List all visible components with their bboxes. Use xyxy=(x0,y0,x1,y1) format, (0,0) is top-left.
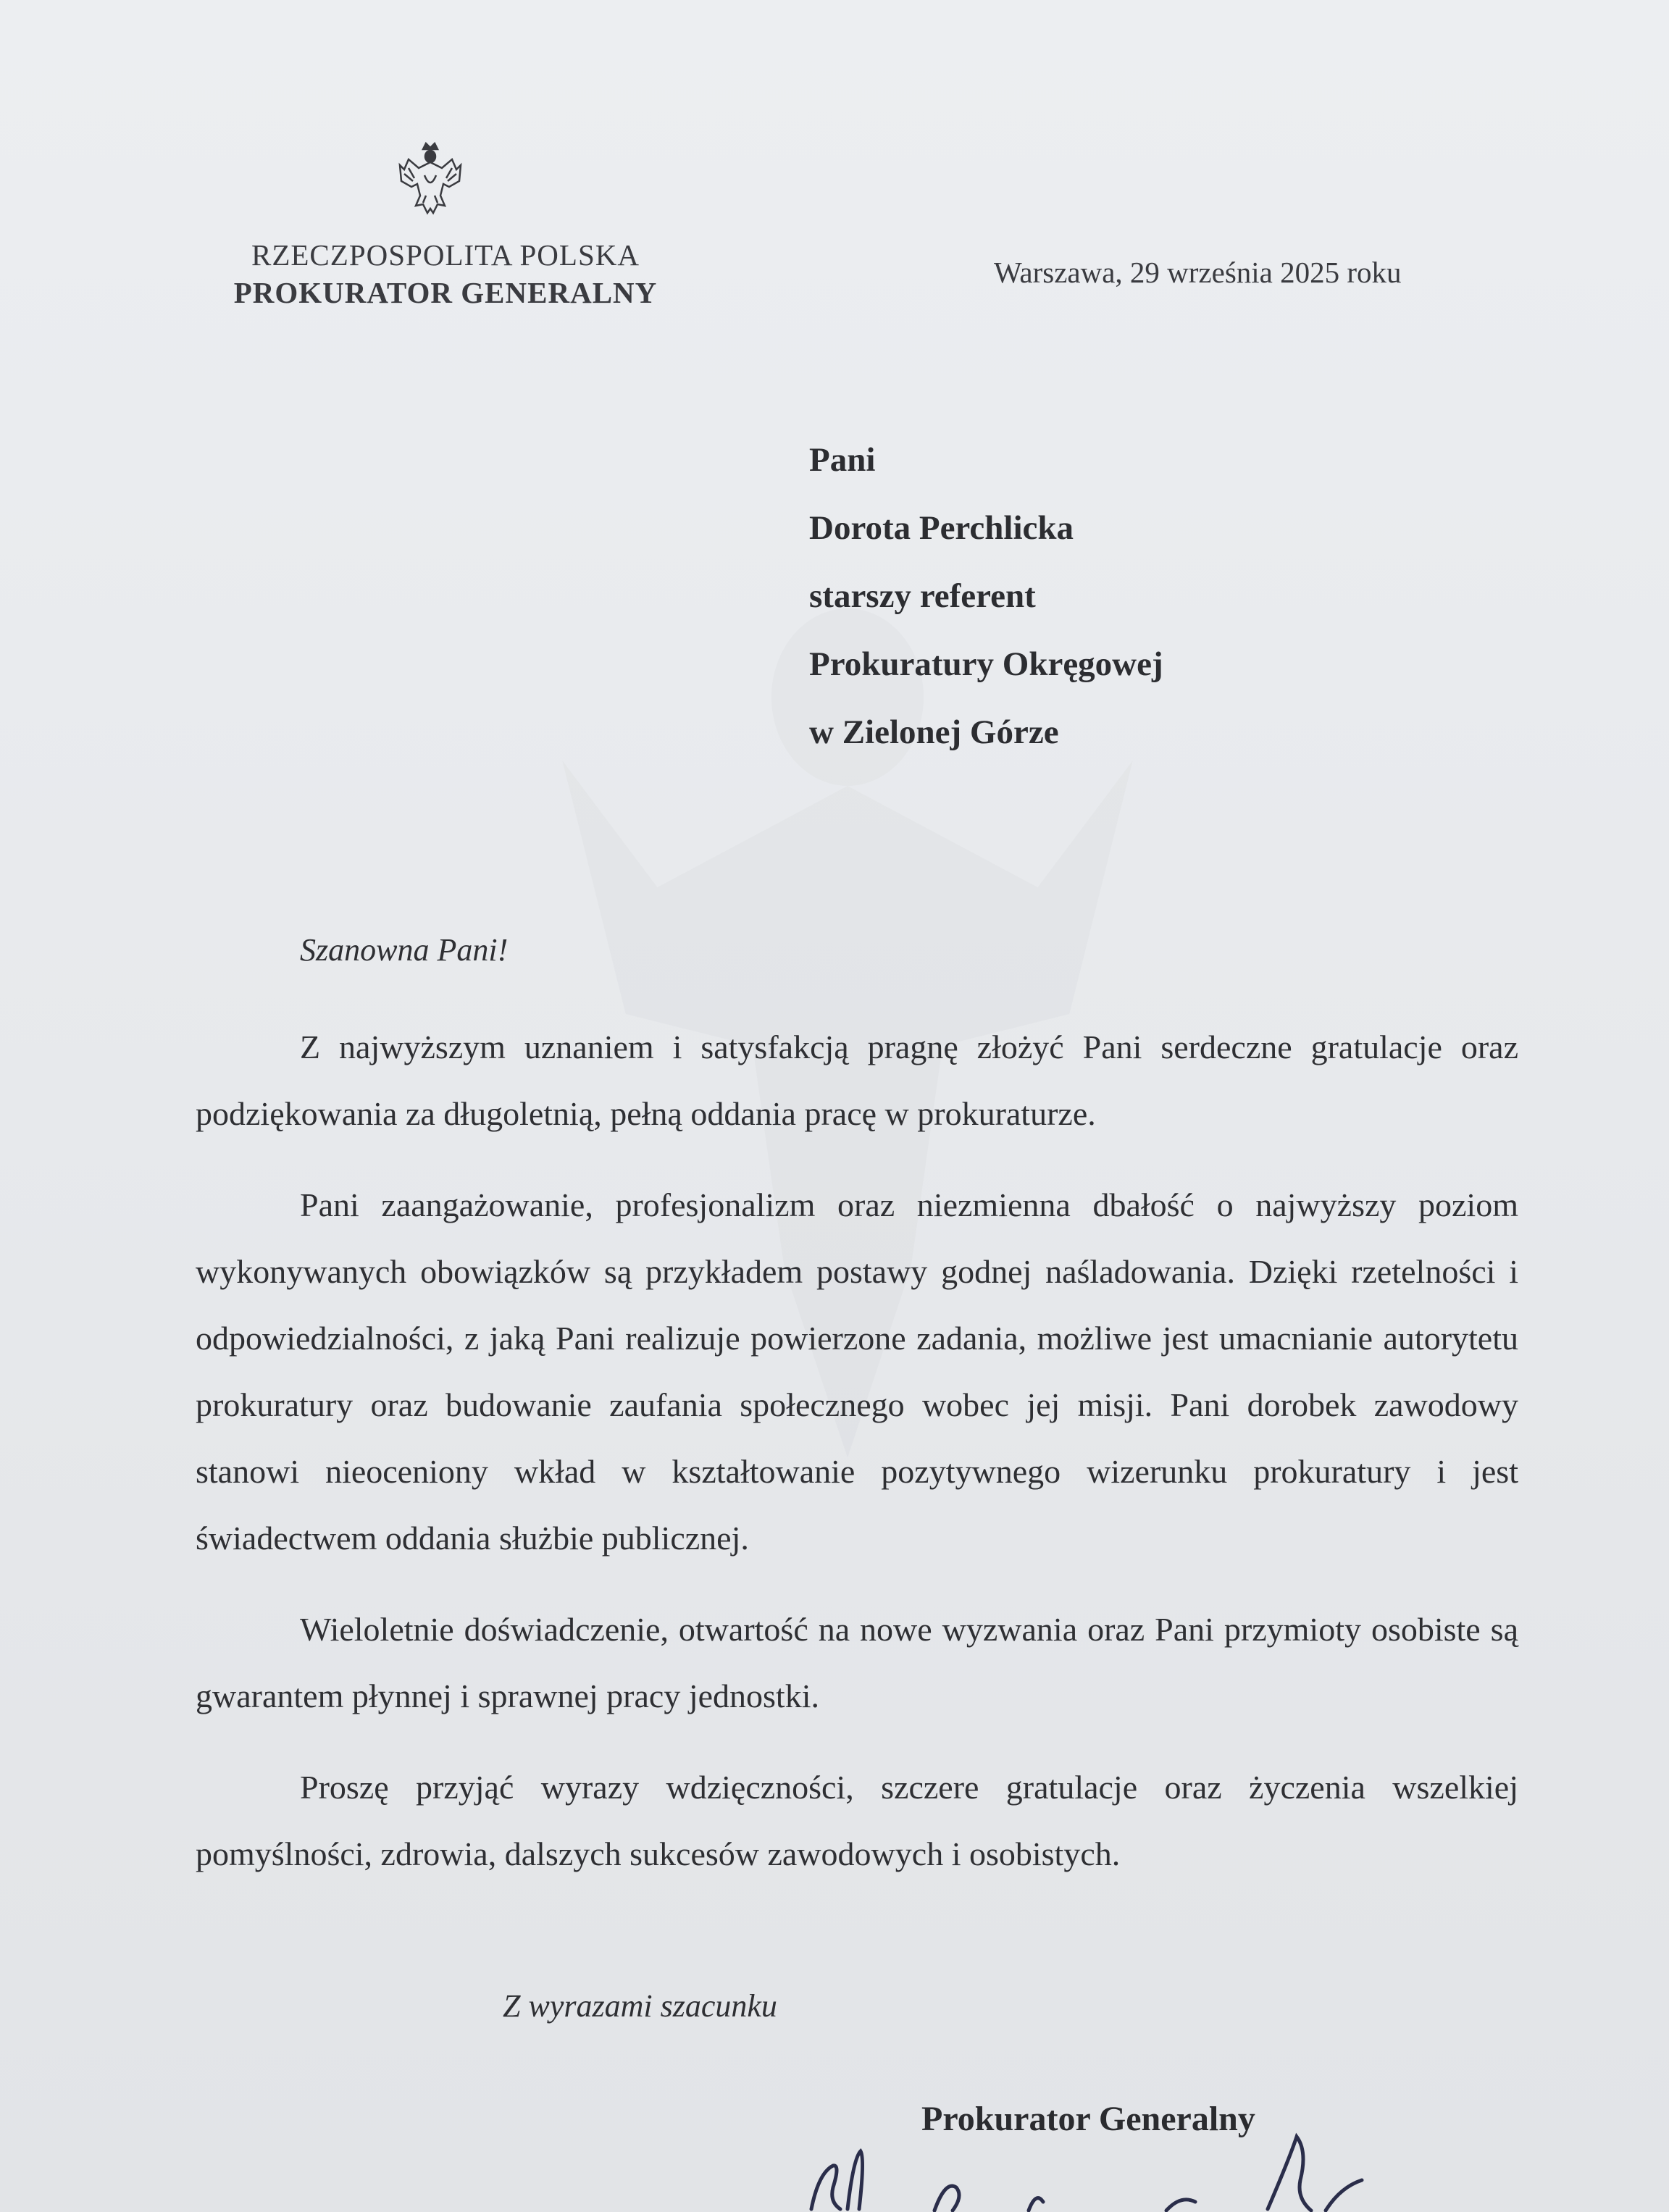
letterhead-country: RZECZPOSPOLITA POLSKA xyxy=(251,238,640,272)
closing-line: Z wyrazami szacunku xyxy=(503,1988,777,2024)
date-line: Warszawa, 29 września 2025 roku xyxy=(994,256,1402,289)
letter-body xyxy=(196,1014,1518,1912)
recipient-line: Pani xyxy=(809,441,876,479)
letterhead-office: PROKURATOR GENERALNY xyxy=(233,276,658,309)
recipient-line: Dorota Perchlicka xyxy=(809,509,1074,547)
white-eagle-emblem-icon xyxy=(394,139,467,219)
body-paragraph: Z najwyższym uznaniem i satysfakcją pragnę złożyć Pani serdeczne gratulacje oraz podziękowania za długoletnią, pełną oddania pracę w prokuraturze. xyxy=(196,1029,1518,1132)
salutation: Szanowna Pani! xyxy=(300,932,509,968)
recipient-line: w Zielonej Górze xyxy=(809,713,1059,751)
recipient-block xyxy=(809,426,1163,766)
handwritten-signature-icon xyxy=(790,2129,1384,2212)
body-paragraph: Pani zaangażowanie, profesjonalizm oraz niezmienna dbałość o najwyższy poziom wykonywanych obowiązków są przykładem postawy godnej naśladowania. Dzięki rzetelności i odpowiedzialności, z jaką Pani realizuje powierzone zadania, możliwe jest umacnianie autorytetu prokuratury oraz budowanie zaufania społecznego wobec jej misji. Pani dorobek zawodowy stanowi nieoceniony wkład w kształtowanie pozytywnego wizerunku prokuratury i jest świadectwem oddania służbie publicznej. xyxy=(196,1186,1518,1557)
letterhead xyxy=(217,236,674,311)
recipient-line: starszy referent xyxy=(809,577,1036,615)
recipient-line: Prokuratury Okręgowej xyxy=(809,645,1163,683)
body-paragraph: Wieloletnie doświadczenie, otwartość na nowe wyzwania oraz Pani przymioty osobiste są gwarantem płynnej i sprawnej pracy jednostki. xyxy=(196,1611,1518,1714)
body-paragraph: Proszę przyjąć wyrazy wdzięczności, szczere gratulacje oraz życzenia wszelkiej pomyślności, zdrowia, dalszych sukcesów zawodowych i osobistych. xyxy=(196,1769,1518,1872)
signatory-title: Prokurator Generalny xyxy=(921,2100,1255,2138)
